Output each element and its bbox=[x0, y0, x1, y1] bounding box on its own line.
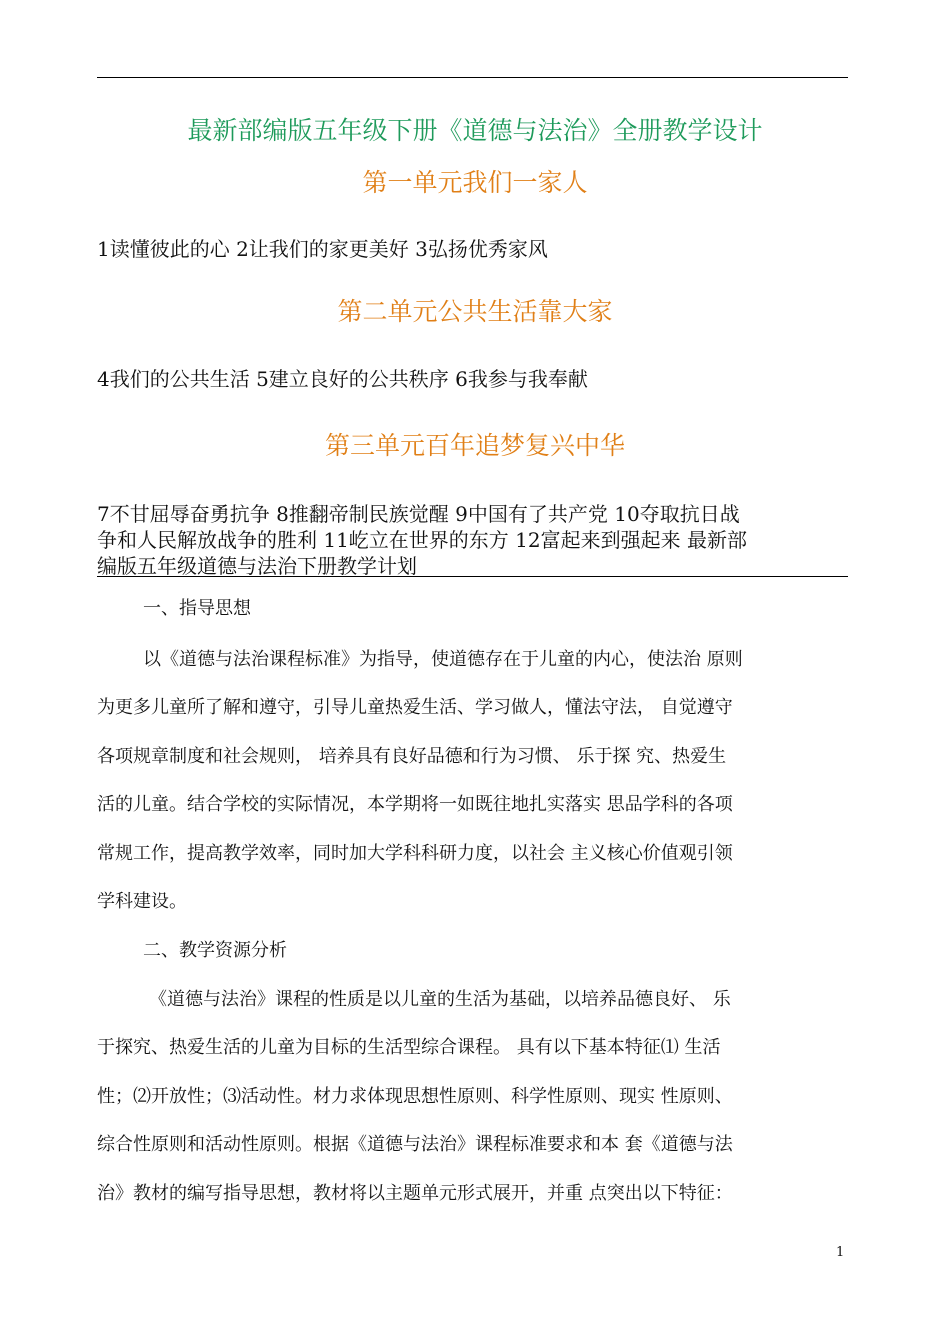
lesson-line: 编版五年级道德与法治下册教学计划 bbox=[97, 554, 417, 578]
unit-3-heading: 第三单元百年追梦复兴中华 bbox=[324, 431, 625, 460]
paragraph-line: 常规工作，提高教学效率，同时加大学科科研力度，以社会 主义核心价值观引领 bbox=[97, 842, 733, 864]
document-title: 最新部编版五年级下册《道德与法治》全册教学设计 bbox=[187, 116, 763, 145]
paragraph-line: 综合性原则和活动性原则。根据《道德与法治》课程标准要求和本 套《道德与法 bbox=[97, 1134, 733, 1156]
section-1-heading: 一、指导思想 bbox=[143, 598, 251, 619]
section-1-paragraph bbox=[97, 647, 849, 937]
paragraph-line: 学科建设。 bbox=[97, 890, 187, 912]
unit-2-heading: 第二单元公共生活靠大家 bbox=[337, 297, 613, 326]
header-rule bbox=[97, 77, 848, 78]
page-number: 1 bbox=[836, 1245, 845, 1260]
paragraph-line: 各项规章制度和社会规则， 培养具有良好品德和行为习惯、 乐于探 究、热爱生 bbox=[97, 745, 727, 767]
unit-1-lessons: 1读懂彼此的心 2让我们的家更美好 3弘扬优秀家风 bbox=[97, 237, 548, 261]
section-2-paragraph bbox=[97, 987, 849, 1229]
unit-2-lessons: 4我们的公共生活 5建立良好的公共秩序 6我参与我奉献 bbox=[97, 367, 588, 391]
paragraph-line: 治》教材的编写指导思想，教材将以主题单元形式展开，并重 点突出以下特征： bbox=[97, 1182, 733, 1204]
paragraph-line: 于探究、热爱生活的儿童为目标的生活型综合课程。 具有以下基本特征⑴ 生活 bbox=[97, 1037, 721, 1059]
unit-1-heading: 第一单元我们一家人 bbox=[362, 168, 588, 197]
section-2-heading: 二、教学资源分析 bbox=[143, 940, 287, 961]
unit-3-lessons bbox=[97, 501, 849, 579]
paragraph-line: 以《道德与法治课程标准》为指导，使道德存在于儿童的内心，使法治 原则 bbox=[143, 649, 743, 670]
paragraph-line: 《道德与法治》课程的性质是以儿童的生活为基础，以培养品德良好、 乐 bbox=[149, 989, 731, 1010]
section-divider bbox=[97, 576, 848, 577]
paragraph-line: 性；⑵开放性；⑶活动性。材力求体现思想性原则、科学性原则、现实 性原则、 bbox=[97, 1085, 733, 1107]
paragraph-line: 为更多儿童所了解和遵守，引导儿童热爱生活、学习做人，懂法守法， 自觉遵守 bbox=[97, 697, 733, 719]
paragraph-line: 活的儿童。结合学校的实际情况，本学期将一如既往地扎实落实 思品学科的各项 bbox=[97, 794, 733, 816]
lesson-line: 7不甘屈辱奋勇抗争 8推翻帝制民族觉醒 9中国有了共产党 10夺取抗日战 bbox=[97, 502, 740, 526]
lesson-line: 争和人民解放战争的胜利 11屹立在世界的东方 12富起来到强起来 最新部 bbox=[97, 528, 747, 552]
